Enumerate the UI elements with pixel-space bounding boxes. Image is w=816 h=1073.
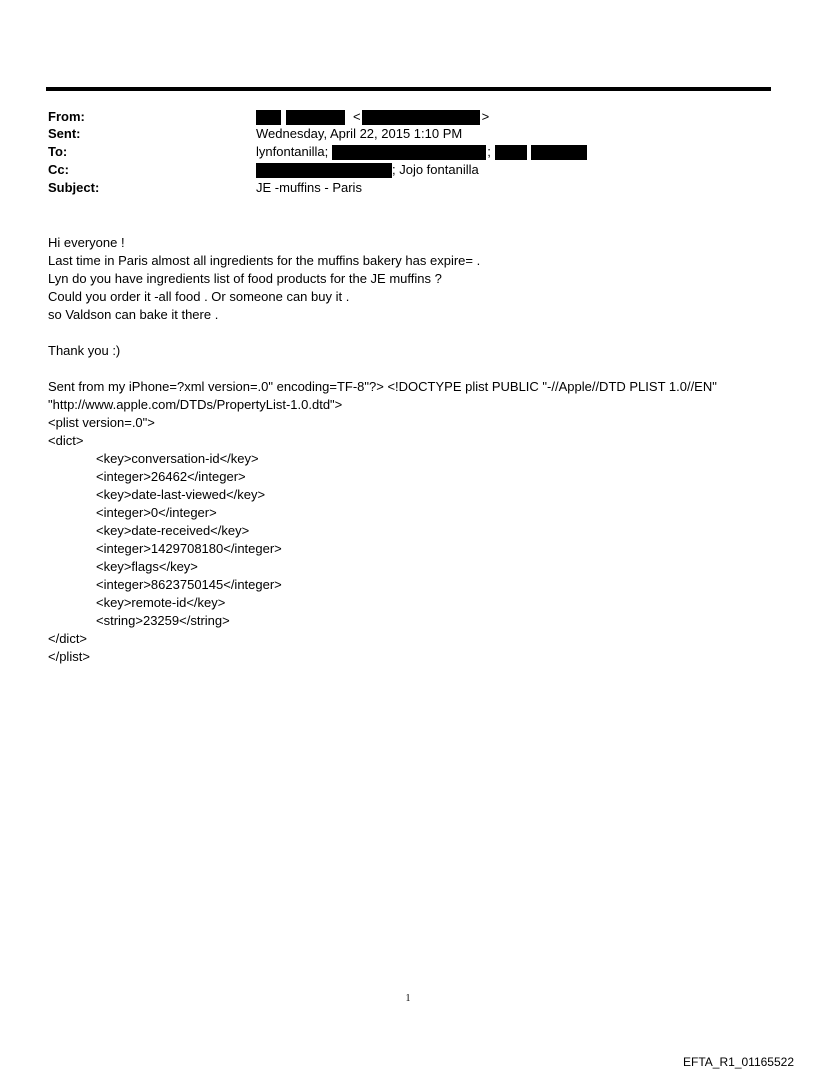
sent-label: Sent:: [48, 126, 81, 141]
dict-entry: <integer>8623750145</integer>: [96, 577, 282, 592]
header-rule: [46, 87, 771, 91]
to-row: [48, 143, 768, 161]
dict-entry: <key>conversation-id</key>: [96, 451, 259, 466]
dict-entry: <key>remote-id</key>: [96, 595, 226, 610]
from-lt: <: [353, 109, 361, 124]
from-row: [48, 108, 768, 126]
message-body: [48, 234, 788, 666]
sent-row: [48, 125, 768, 143]
dict-entry: <key>date-received</key>: [96, 523, 250, 538]
body-line: so Valdson can bake it there .: [48, 307, 219, 322]
dict-entry: <key>flags</key>: [96, 559, 198, 574]
plist-close: </plist>: [48, 649, 90, 664]
thanks-line: Thank you :): [48, 343, 121, 358]
redaction-box: [286, 110, 345, 125]
body-line: Lyn do you have ingredients list of food products for the JE muffins ?: [48, 271, 442, 286]
redaction-box: [256, 110, 281, 125]
plist-open: <plist version=.0">: [48, 415, 155, 430]
redaction-box: [256, 163, 392, 178]
to-separator: ;: [487, 144, 491, 159]
cc-label: Cc:: [48, 162, 69, 177]
redaction-box: [495, 145, 527, 160]
subject-value: JE -muffins - Paris: [256, 180, 362, 195]
dict-open: <dict>: [48, 433, 84, 448]
from-label: From:: [48, 109, 85, 124]
cc-row: [48, 161, 768, 179]
dict-entry: <integer>26462</integer>: [96, 469, 246, 484]
subject-row: [48, 179, 768, 197]
bates-number: EFTA_R1_01165522: [683, 1055, 794, 1069]
dtd-line: "http://www.apple.com/DTDs/PropertyList-1.0.dtd">: [48, 397, 343, 412]
body-line: Last time in Paris almost all ingredients for the muffins bakery has expire= .: [48, 253, 481, 268]
redaction-box: [332, 145, 486, 160]
dict-entry: <integer>0</integer>: [96, 505, 217, 520]
subject-label: Subject:: [48, 180, 100, 195]
dict-entry: <key>date-last-viewed</key>: [96, 487, 266, 502]
greeting: Hi everyone !: [48, 235, 125, 250]
to-first-recipient: lynfontanilla;: [256, 144, 329, 159]
page-number: 1: [405, 993, 411, 1004]
from-value: [256, 108, 489, 126]
to-value: [256, 143, 587, 161]
cc-value: [256, 161, 479, 179]
body-line: Could you order it -all food . Or someone can buy it .: [48, 289, 350, 304]
from-gt: >: [481, 109, 490, 124]
redaction-box: [531, 145, 587, 160]
to-label: To:: [48, 144, 68, 159]
dict-close: </dict>: [48, 631, 88, 646]
cc-rest: ; Jojo fontanilla: [392, 162, 479, 177]
dict-entry: <integer>1429708180</integer>: [96, 541, 282, 556]
redaction-box: [362, 110, 480, 125]
dict-entry: <string>23259</string>: [96, 613, 230, 628]
sent-value: Wednesday, April 22, 2015 1:10 PM: [256, 126, 463, 141]
signature-line: Sent from my iPhone=?xml version=.0" encoding=TF-8"?> <!DOCTYPE plist PUBLIC "-//Apple//DTD PLIST 1.0//EN": [48, 379, 717, 394]
